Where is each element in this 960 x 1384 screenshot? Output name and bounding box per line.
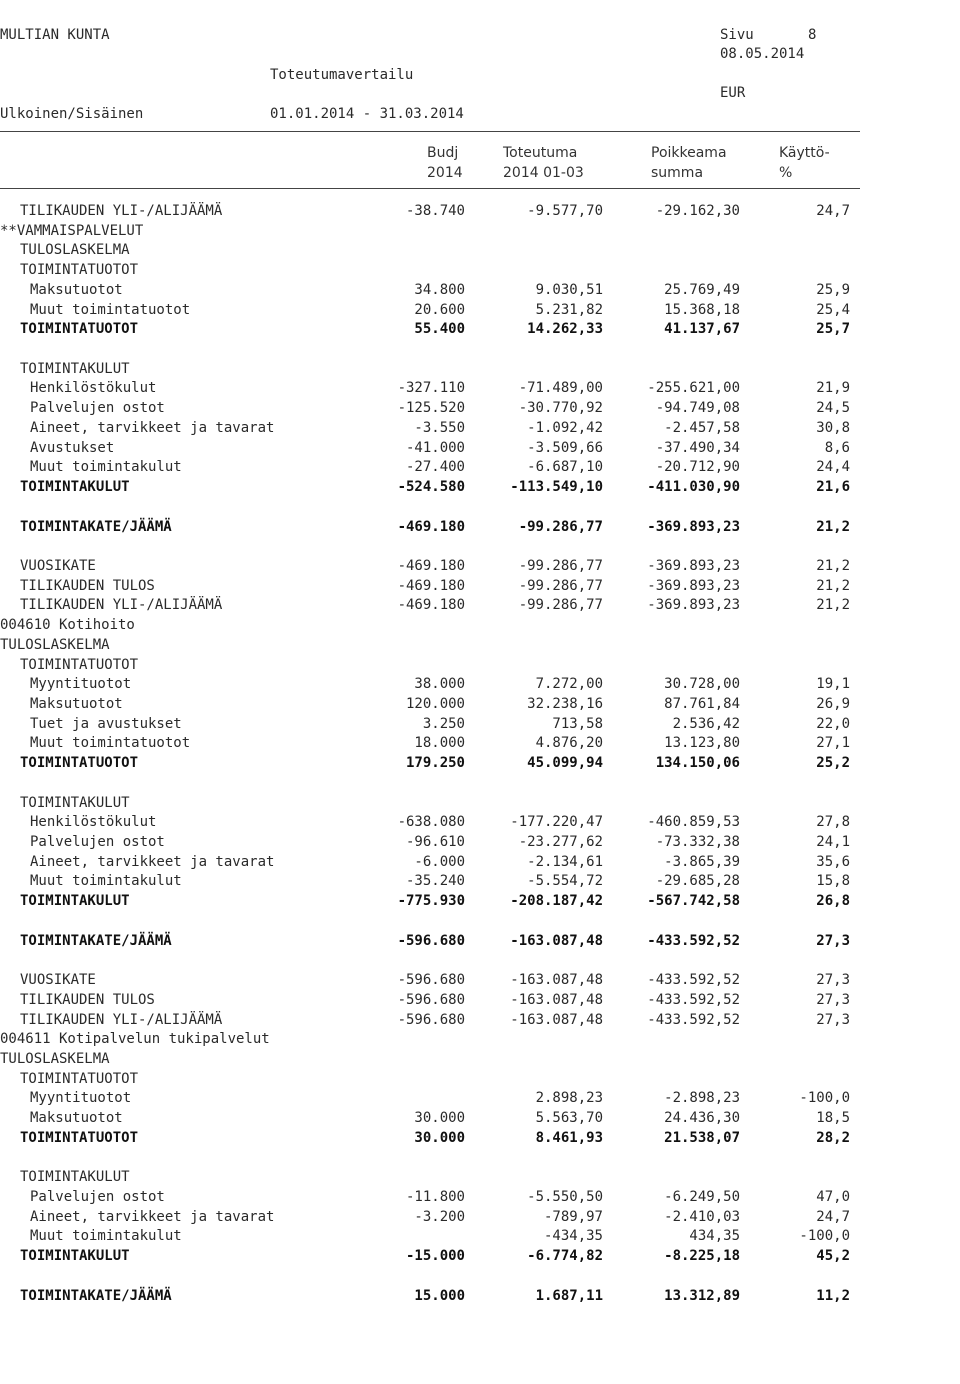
usage-value: 25,7 [816,321,850,338]
usage-value: 28,2 [816,1129,850,1146]
usage-value: 25,4 [816,301,850,318]
budget-value: -596.680 [397,972,465,989]
actual-value: -5.550,50 [527,1189,603,1205]
budget-value: -469.180 [397,577,465,594]
variance-value: -369.893,23 [647,577,740,594]
variance-value: 2.536,42 [672,715,740,732]
actual-value: 2.898,23 [535,1090,603,1107]
actual-value: -99.286,77 [518,577,603,594]
row-label: Henkilöstökulut [30,814,157,831]
usage-value: 27,3 [816,972,850,989]
variance-value: -460.859,53 [647,814,740,831]
table-row [0,635,900,655]
row-label: Maksutuotot [30,1110,123,1127]
actual-value: -6.774,82 [527,1248,603,1265]
row-label: TOIMINTAKULUT [20,893,130,910]
budget-value: -38.740 [405,203,465,219]
table-row [0,773,900,793]
variance-value: -37.490,34 [655,439,740,456]
actual-value: -163.087,48 [510,972,603,989]
variance-value: 134.150,06 [655,755,740,772]
row-label: TOIMINTAKULUT [20,1169,130,1186]
row-label: TOIMINTATUOTOT [20,656,139,673]
row-label: TOIMINTATUOTOT [20,1070,139,1087]
table-row [0,1226,900,1246]
table-row [0,280,900,300]
variance-value: -94.749,08 [655,400,740,417]
budget-value: -3.550 [414,419,465,436]
budget-value: 120.000 [405,696,465,712]
report-title: Toteutumavertailu [270,67,414,83]
table-row [0,1266,900,1286]
row-label: Muut toimintakulut [30,1228,182,1245]
row-label: Aineet, tarvikkeet ja tavarat [30,1208,275,1225]
table-row [0,418,900,438]
usage-value: 27,3 [816,932,850,949]
actual-value: -163.087,48 [510,1011,603,1028]
usage-value: 21,6 [816,479,850,496]
table-row [0,891,900,911]
row-label: Aineet, tarvikkeet ja tavarat [30,419,275,436]
budget-value: -11.800 [405,1189,465,1205]
budget-value: -596.680 [397,991,465,1008]
budget-value: -469.180 [397,557,465,574]
col-header-budget: Budj [427,145,459,161]
table-row [0,339,900,359]
variance-value: -433.592,52 [647,991,740,1008]
variance-value: -369.893,23 [647,518,740,535]
table-row [0,457,900,477]
budget-value: -469.180 [397,597,465,614]
row-label: TILIKAUDEN TULOS [20,991,155,1008]
variance-value: 13.123,80 [664,735,740,752]
actual-value: 713,58 [552,715,603,732]
actual-value: -71.489,00 [518,380,603,397]
row-label: TILIKAUDEN YLI-/ALIJÄÄMÄ [20,203,223,219]
row-label: TOIMINTAKATE/JÄÄMÄ [20,932,172,949]
variance-value: 15.368,18 [664,301,740,318]
municipality-name: MULTIAN KUNTA [0,27,110,43]
row-label: TULOSLASKELMA [20,242,130,259]
table-row [0,793,900,813]
budget-value: -27.400 [405,459,465,476]
row-label: TOIMINTAKATE/JÄÄMÄ [20,1287,172,1304]
table-row [0,1187,900,1207]
table-row [0,812,900,832]
row-label: Muut toimintakulut [30,459,182,476]
table-row [0,1286,900,1306]
table-row [0,1049,900,1069]
variance-value: -3.865,39 [664,853,740,870]
table-row [0,497,900,517]
variance-value: 25.769,49 [664,281,740,298]
table-row [0,576,900,596]
table-row [0,260,900,280]
variance-value: -6.249,50 [664,1189,740,1205]
usage-value: 27,8 [816,814,850,831]
variance-value: -29.162,30 [655,203,740,219]
row-label: Maksutuotot [30,281,123,298]
table-row [0,871,900,891]
table-row [0,300,900,320]
usage-value: -100,0 [799,1228,850,1245]
table-row [0,911,900,931]
budget-value: 34.800 [414,281,465,298]
table-row [0,556,900,576]
col-header-variance-sum: summa [651,165,704,181]
usage-value: 24,1 [816,834,850,851]
variance-value: -567.742,58 [647,893,740,910]
table-row [0,240,900,260]
col-header-actual: Toteutuma [503,145,578,161]
row-label: Maksutuotot [30,696,123,712]
row-label: VUOSIKATE [20,972,96,989]
variance-value: 24.436,30 [664,1110,740,1127]
row-label: TULOSLASKELMA [0,636,110,653]
actual-value: -2.134,61 [527,853,603,870]
table-row [0,1088,900,1108]
col-header-usage: Käyttö- [779,145,830,161]
row-label: VUOSIKATE [20,557,96,574]
table-row [0,221,900,241]
table-row [0,536,900,556]
actual-value: -23.277,62 [518,834,603,851]
actual-value: 45.099,94 [527,755,603,772]
usage-value: 26,9 [816,696,850,712]
variance-value: -8.225,18 [664,1248,740,1265]
actual-value: -113.549,10 [510,479,603,496]
table-row [0,615,900,635]
usage-value: 21,2 [816,557,850,574]
actual-value: -99.286,77 [518,597,603,614]
table-row [0,1207,900,1227]
variance-value: 13.312,89 [664,1287,740,1304]
actual-value: -30.770,92 [518,400,603,417]
budget-value: -35.240 [405,873,465,890]
budget-value: -524.580 [397,479,465,496]
col-header-budget-year: 2014 [427,165,463,181]
row-label: Tuet ja avustukset [30,715,182,732]
row-label: Myyntituotot [30,676,132,693]
usage-value: 45,2 [816,1248,850,1265]
table-row [0,931,900,951]
variance-value: -73.332,38 [655,834,740,851]
budget-value: -6.000 [414,853,465,870]
table-row [0,990,900,1010]
budget-value: -638.080 [397,814,465,831]
variance-value: 21.538,07 [664,1129,740,1146]
budget-value: 3.250 [422,715,465,732]
row-label: Muut toimintatuotot [30,735,191,752]
variance-value: 434,35 [689,1228,740,1245]
actual-value: -99.286,77 [518,557,603,574]
actual-value: -6.687,10 [527,459,603,476]
budget-value: 30.000 [414,1129,465,1146]
variance-value: 30.728,00 [664,676,740,693]
actual-value: 9.030,51 [535,281,603,298]
table-row [0,753,900,773]
usage-value: 30,8 [816,419,850,436]
currency-label: EUR [720,85,746,101]
budget-value: 30.000 [414,1110,465,1127]
actual-value: 32.238,16 [527,696,603,712]
row-label: Muut toimintakulut [30,873,182,890]
actual-value: 7.272,00 [535,676,603,693]
variance-value: -2.410,03 [664,1208,740,1225]
report-scope: Ulkoinen/Sisäinen [0,106,144,122]
usage-value: 21,2 [816,577,850,594]
variance-value: -2.898,23 [664,1090,740,1107]
variance-value: -433.592,52 [647,932,740,949]
usage-value: 22,0 [816,715,850,732]
row-label: Aineet, tarvikkeet ja tavarat [30,853,275,870]
budget-value: -775.930 [397,893,465,910]
usage-value: 18,5 [816,1110,850,1127]
row-label: Palvelujen ostot [30,1189,165,1205]
table-row [0,1108,900,1128]
row-label: TOIMINTAKULUT [20,794,130,811]
actual-value: 8.461,93 [535,1129,603,1146]
usage-value: 21,9 [816,380,850,397]
actual-value: -163.087,48 [510,932,603,949]
table-row [0,201,900,221]
budget-value: -469.180 [397,518,465,535]
variance-value: 41.137,67 [664,321,740,338]
table-row [0,398,900,418]
table-row [0,1167,900,1187]
usage-value: -100,0 [799,1090,850,1107]
usage-value: 27,1 [816,735,850,752]
actual-value: 14.262,33 [527,321,603,338]
budget-value: -3.200 [414,1208,465,1225]
usage-value: 24,5 [816,400,850,417]
usage-value: 24,7 [816,1208,850,1225]
variance-value: -2.457,58 [664,419,740,436]
table-row [0,319,900,339]
col-header-actual-period: 2014 01-03 [503,165,584,181]
budget-value: -15.000 [405,1248,465,1265]
row-label: Palvelujen ostot [30,400,165,417]
actual-value: -208.187,42 [510,893,603,910]
budget-value: -125.520 [397,400,465,417]
budget-value: 38.000 [414,676,465,693]
usage-value: 24,4 [816,459,850,476]
row-label: TOIMINTAKATE/JÄÄMÄ [20,518,172,535]
variance-value: -433.592,52 [647,1011,740,1028]
row-label: Myyntituotot [30,1090,132,1107]
actual-value: -434,35 [543,1228,603,1245]
table-row [0,694,900,714]
row-label: TOIMINTATUOTOT [20,321,139,338]
budget-value: 18.000 [414,735,465,752]
budget-value: 179.250 [405,755,465,772]
table-row [0,733,900,753]
row-label: 004611 Kotipalvelun tukipalvelut [0,1031,270,1048]
variance-value: -433.592,52 [647,972,740,989]
row-label: TOIMINTAKULUT [20,1248,130,1265]
usage-value: 47,0 [816,1189,850,1205]
actual-value: -163.087,48 [510,991,603,1008]
usage-value: 27,3 [816,991,850,1008]
row-label: 004610 Kotihoito [0,617,135,634]
usage-value: 8,6 [824,439,850,456]
usage-value: 11,2 [816,1287,850,1304]
variance-value: -369.893,23 [647,597,740,614]
table-row [0,517,900,537]
usage-value: 15,8 [816,873,850,890]
row-label: TILIKAUDEN YLI-/ALIJÄÄMÄ [20,597,223,614]
usage-value: 27,3 [816,1011,850,1028]
row-label: TOIMINTATUOTOT [20,755,139,772]
budget-value: -96.610 [405,834,465,851]
col-header-usage-pct: % [779,165,793,181]
usage-value: 25,2 [816,755,850,772]
row-label: TILIKAUDEN YLI-/ALIJÄÄMÄ [20,1011,223,1028]
usage-value: 25,9 [816,281,850,298]
table-row [0,1148,900,1168]
report-period: 01.01.2014 - 31.03.2014 [270,106,464,122]
usage-value: 35,6 [816,853,850,870]
budget-value: -596.680 [397,932,465,949]
actual-value: 1.687,11 [535,1287,603,1304]
col-header-variance: Poikkeama [651,145,727,161]
actual-value: -9.577,70 [527,203,603,219]
page-number: 8 [808,27,817,43]
actual-value: 5.231,82 [535,301,603,318]
table-row [0,1069,900,1089]
table-row [0,1010,900,1030]
usage-value: 21,2 [816,597,850,614]
table-row [0,477,900,497]
usage-value: 21,2 [816,518,850,535]
usage-value: 19,1 [816,676,850,693]
row-label: TOIMINTATUOTOT [20,1129,139,1146]
variance-value: -369.893,23 [647,557,740,574]
page-label: Sivu [720,27,754,43]
table-row [0,674,900,694]
budget-value: 20.600 [414,301,465,318]
actual-value: 5.563,70 [535,1110,603,1127]
table-row [0,852,900,872]
table-row [0,714,900,734]
table-row [0,1029,900,1049]
table-row [0,1128,900,1148]
row-label: TOIMINTAKULUT [20,360,130,377]
report-date: 08.05.2014 [720,46,805,62]
actual-value: -1.092,42 [527,419,603,436]
budget-value: -596.680 [397,1011,465,1028]
row-label: Henkilöstökulut [30,380,157,397]
table-row [0,655,900,675]
usage-value: 26,8 [816,893,850,910]
budget-value: -327.110 [397,380,465,397]
actual-value: -177.220,47 [510,814,603,831]
variance-value: 87.761,84 [664,696,740,712]
row-label: TOIMINTATUOTOT [20,262,139,279]
variance-value: -255.621,00 [647,380,740,397]
row-label: TOIMINTAKULUT [20,479,130,496]
actual-value: -789,97 [543,1208,603,1225]
actual-value: -5.554,72 [527,873,603,890]
row-label: **VAMMAISPALVELUT [0,222,144,239]
variance-value: -29.685,28 [655,873,740,890]
variance-value: -20.712,90 [655,459,740,476]
table-row [0,378,900,398]
table-row [0,950,900,970]
row-label: Avustukset [30,439,115,456]
budget-value: 55.400 [414,321,465,338]
table-row [0,359,900,379]
row-label: Muut toimintatuotot [30,301,191,318]
table-row [0,595,900,615]
usage-value: 24,7 [816,203,850,219]
row-label: TULOSLASKELMA [0,1050,110,1067]
budget-value: -41.000 [405,439,465,456]
table-row [0,1246,900,1266]
variance-value: -411.030,90 [647,479,740,496]
actual-value: 4.876,20 [535,735,603,752]
budget-value: 15.000 [414,1287,465,1304]
row-label: TILIKAUDEN TULOS [20,577,155,594]
actual-value: -3.509,66 [527,439,603,456]
table-row [0,438,900,458]
table-row [0,970,900,990]
table-row [0,832,900,852]
row-label: Palvelujen ostot [30,834,165,851]
actual-value: -99.286,77 [518,518,603,535]
